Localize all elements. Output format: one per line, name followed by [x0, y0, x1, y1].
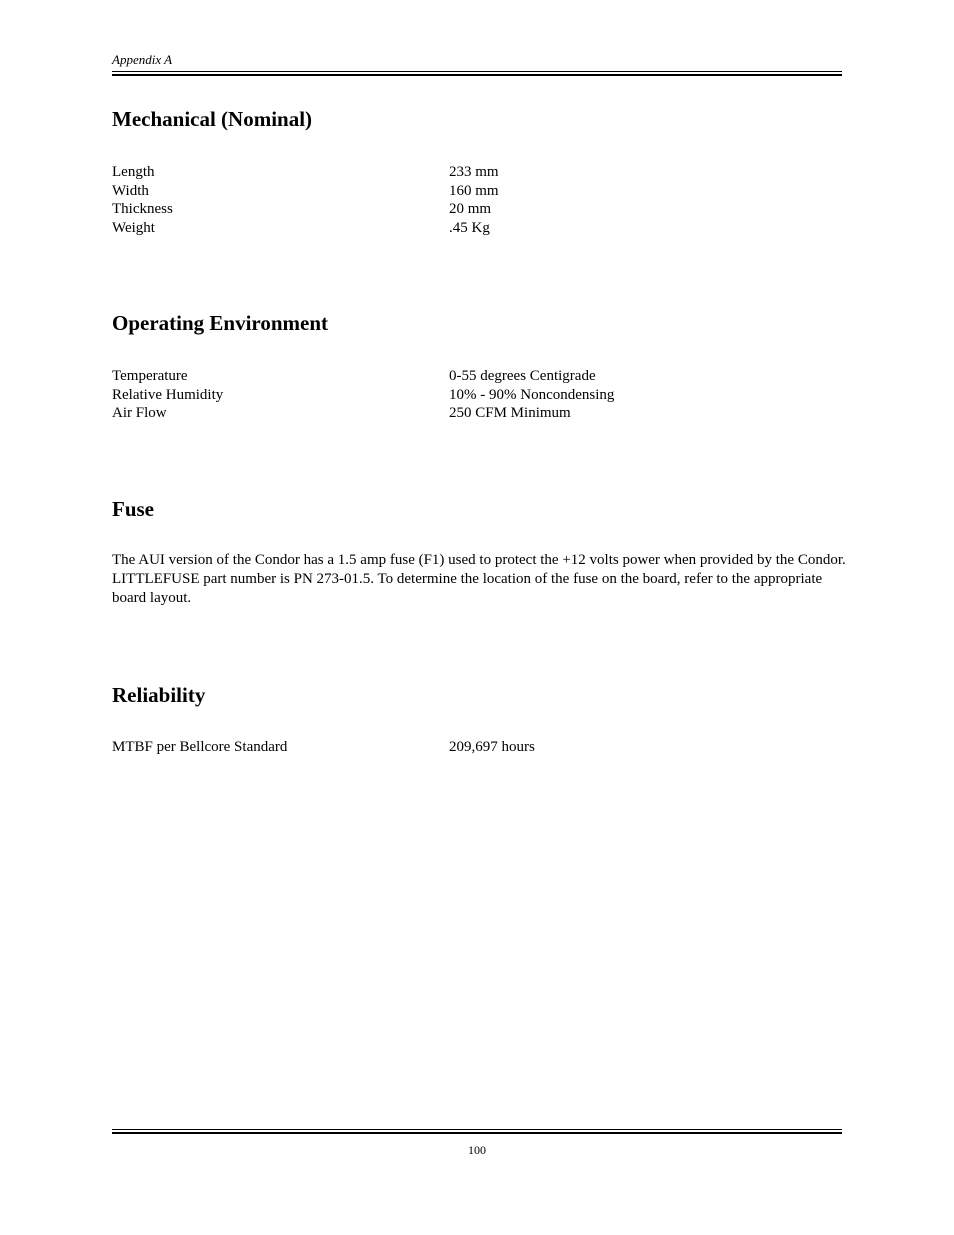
spec-label: Temperature [112, 368, 188, 384]
spec-value: 160 mm [449, 182, 499, 199]
spec-label: Weight [112, 220, 155, 237]
mechanical-spec-list [112, 163, 842, 238]
spec-label: Width [112, 182, 149, 199]
section-title-mechanical: Mechanical (Nominal) [112, 107, 313, 131]
page-number: 100 [468, 1143, 486, 1157]
reliability-spec-list [112, 738, 842, 757]
section-title-fuse: Fuse [112, 497, 154, 521]
spec-row [112, 738, 842, 757]
header-rule [112, 71, 842, 76]
spec-value: 250 CFM Minimum [449, 405, 571, 422]
environment-spec-list [112, 367, 842, 423]
footer-rule [112, 1129, 842, 1134]
spec-row [112, 182, 842, 201]
spec-value: 20 mm [449, 201, 492, 218]
spec-label: Relative Humidity [112, 386, 224, 403]
spec-row [112, 219, 842, 238]
section-title-environment: Operating Environment [112, 311, 329, 335]
spec-value: 233 mm [449, 164, 499, 180]
spec-row [112, 200, 842, 219]
section-title-reliability: Reliability [112, 683, 206, 707]
spec-value: 0-55 degrees Centigrade [449, 368, 596, 384]
spec-value: 10% - 90% Noncondensing [449, 386, 615, 403]
fuse-paragraph: The AUI version of the Condor has a 1.5 amp fuse (F1) used to protect the +12 volts power when provided by the Condor. LITTLEFUSE part number is PN 273-01.5. To determine the location of the fuse on the board, refer to the appropriate board layout. [112, 552, 846, 607]
spec-row [112, 163, 842, 182]
spec-value: .45 Kg [449, 220, 490, 237]
spec-label: MTBF per Bellcore Standard [112, 739, 288, 755]
spec-row [112, 386, 842, 405]
spec-value: 209,697 hours [449, 739, 535, 755]
spec-label: Air Flow [112, 405, 167, 422]
spec-row [112, 367, 842, 386]
spec-label: Thickness [112, 201, 173, 218]
running-head: Appendix A [112, 52, 173, 67]
spec-row [112, 404, 842, 423]
spec-label: Length [112, 164, 155, 180]
